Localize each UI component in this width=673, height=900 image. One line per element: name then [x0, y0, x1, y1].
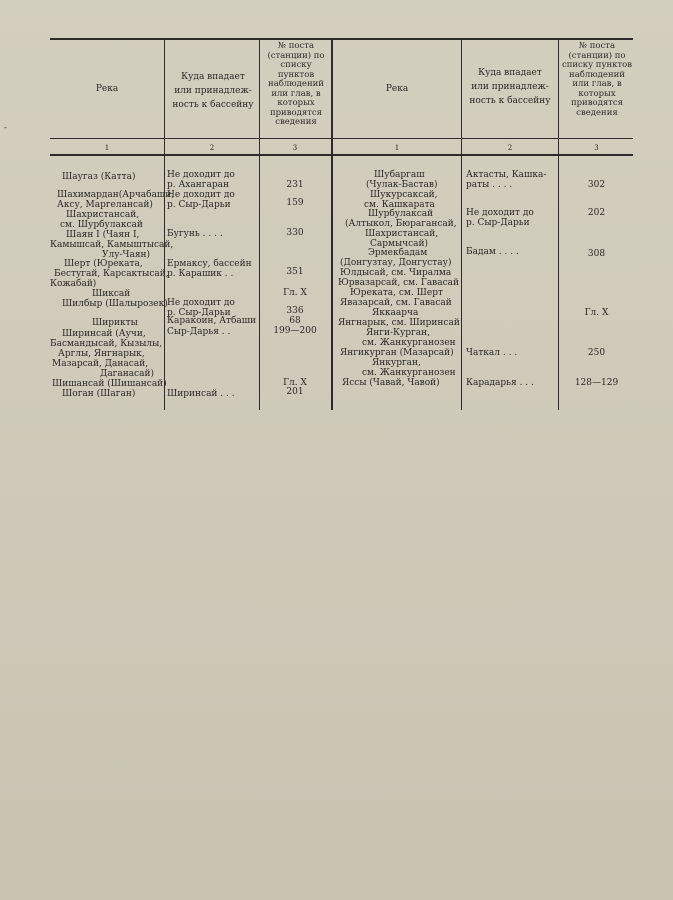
basin-text: Сыр-Дарья . .: [167, 327, 231, 337]
basin-text: Не доходит до: [167, 298, 235, 308]
basin-text: Бадам . . . .: [466, 247, 519, 257]
river-name: Шурбулаксай: [368, 209, 434, 219]
column-number: 1: [104, 144, 110, 152]
basin-text: р. Карашик . .: [167, 269, 234, 279]
basin-text: Ермаксу, бассейн: [167, 259, 252, 269]
post-number: 308: [587, 249, 606, 259]
river-name: Шишансай (Шишансай): [52, 379, 167, 389]
river-name: Ширинсай (Аучи,: [62, 329, 146, 339]
margin-mark: -: [4, 123, 7, 132]
river-name: Арглы, Янгнарык,: [58, 349, 145, 359]
river-name: Шерт (Юреката,: [64, 259, 143, 269]
river-name: Яссы (Чавай, Чавой): [342, 378, 440, 388]
basin-text: р. Сыр-Дарьи: [466, 218, 530, 228]
col-divider: [461, 38, 462, 410]
river-name: Янгнарык, см. Ширинсай: [338, 318, 460, 328]
river-name: Шиксай: [92, 289, 131, 299]
river-name: Шубаргаш: [374, 170, 425, 180]
post-number: 128—129: [574, 378, 619, 388]
post-number: 330: [286, 228, 304, 238]
river-name: см. Жанкурганозен: [362, 368, 456, 378]
river-name: Аксу, Маргелансай): [57, 200, 153, 210]
river-name: Басмандысай, Кызылы,: [50, 339, 163, 349]
river-name: Улу-Чаян): [102, 250, 151, 260]
river-name: см. Кашкарата: [364, 200, 435, 210]
basin-text: Ширинсай . . .: [167, 389, 235, 399]
basin-text: Не доходит до: [167, 170, 235, 180]
river-name: Шилбыр (Шалырозек): [62, 299, 168, 309]
river-name: Камышсай, Камыштысай,: [50, 240, 174, 250]
river-name: Юреката, см. Шерт: [350, 288, 443, 298]
river-name: см. Шурбулаксай: [60, 220, 143, 230]
basin-text: Актасты, Кашка-: [466, 170, 547, 180]
basin-text: Каракоин, Атбаши: [167, 316, 257, 326]
post-number: 302: [587, 180, 606, 190]
post-number: 336: [286, 306, 304, 316]
post-number: 351: [286, 267, 304, 277]
basin-text: Не доходит до: [167, 190, 235, 200]
col-divider: [259, 38, 260, 410]
river-name: Даганасай): [100, 369, 155, 379]
table-top-rule: [50, 38, 633, 40]
header-river: Река: [95, 84, 119, 94]
river-name: Янкурган,: [372, 358, 421, 368]
column-number: 2: [507, 144, 513, 152]
river-name: (Чулак-Бастав): [366, 180, 438, 190]
river-name: Бестугай, Карсактысай,: [54, 269, 169, 279]
basin-text: р. Ахангаран: [167, 180, 229, 190]
center-divider: [331, 38, 333, 410]
post-number: Гл. X: [283, 378, 307, 388]
header-post-number: № поста (станции) по списку пунктов наблюдений или глав, в которых приводятся сведения: [267, 41, 325, 127]
col-divider: [164, 38, 165, 410]
body-top-rule: [50, 154, 633, 156]
post-number: 68: [289, 316, 301, 326]
river-name: Шаян I (Чаян I,: [66, 230, 140, 240]
river-name: Шахристансай,: [365, 229, 439, 239]
river-name: Явазарсай, см. Гавасай: [340, 298, 452, 308]
post-number: Гл. X: [584, 308, 609, 318]
post-number: 202: [587, 208, 606, 218]
header-post-number: № поста (станции) по списку пунктов наблюдений или глав, в которых приводятся сведения: [561, 41, 633, 118]
basin-text: Карадарья . . .: [466, 378, 534, 388]
river-name: Янгикурган (Мазарсай): [340, 348, 454, 358]
river-name: Шоган (Шаган): [62, 389, 136, 399]
river-name: Сармычсай): [370, 239, 429, 249]
column-number: 3: [292, 144, 298, 152]
river-name: Шахимардан(Арчабаши,: [57, 190, 175, 200]
column-number: 3: [594, 144, 599, 152]
river-name: Мазарсай, Данасай,: [52, 359, 149, 369]
basin-text: р. Сыр-Дарьи: [167, 308, 231, 318]
basin-text: раты . . . .: [466, 180, 513, 190]
col-divider: [558, 38, 559, 410]
header-bottom-rule: [50, 138, 633, 139]
river-name: Ширикты: [92, 318, 138, 328]
river-name: Шахристансай,: [66, 210, 140, 220]
header-river: Река: [385, 84, 409, 94]
post-number: Гл. X: [283, 288, 307, 298]
river-name: Юрвазарсай, см. Гавасай: [338, 278, 460, 288]
post-number: 250: [587, 348, 606, 358]
river-name: см. Жанкурганозен: [362, 338, 456, 348]
river-name: (Алтыкол, Бюрагансай,: [345, 219, 457, 229]
post-number: 159: [286, 198, 304, 208]
header-flows-into: Куда впадает или принадлеж-ность к бассейну: [172, 72, 254, 110]
river-name: Янги-Курган,: [366, 328, 430, 338]
river-name: Шукурсаксай,: [370, 190, 438, 200]
basin-text: Бугунь . . . .: [167, 229, 223, 239]
basin-text: Не доходит до: [466, 208, 534, 218]
river-name: Кожабай): [50, 279, 97, 289]
column-number: 2: [209, 144, 215, 152]
post-number: 199—200: [273, 326, 317, 336]
river-name: Шаугаз (Катта): [62, 172, 136, 182]
river-name: (Донгузтау, Донгустау): [340, 258, 452, 268]
river-name: Юлдысай, см. Чиралма: [340, 268, 452, 278]
basin-text: р. Сыр-Дарьи: [167, 200, 231, 210]
post-number: 231: [286, 180, 304, 190]
column-number: 1: [394, 144, 400, 152]
post-number: 201: [286, 387, 304, 397]
basin-text: Чаткал . . .: [466, 348, 518, 358]
header-flows-into: Куда впадает или принадлеж-ность к бассейну: [469, 68, 551, 106]
river-name: Эрмекбадам: [368, 248, 428, 258]
river-name: Яккаарча: [372, 308, 419, 318]
